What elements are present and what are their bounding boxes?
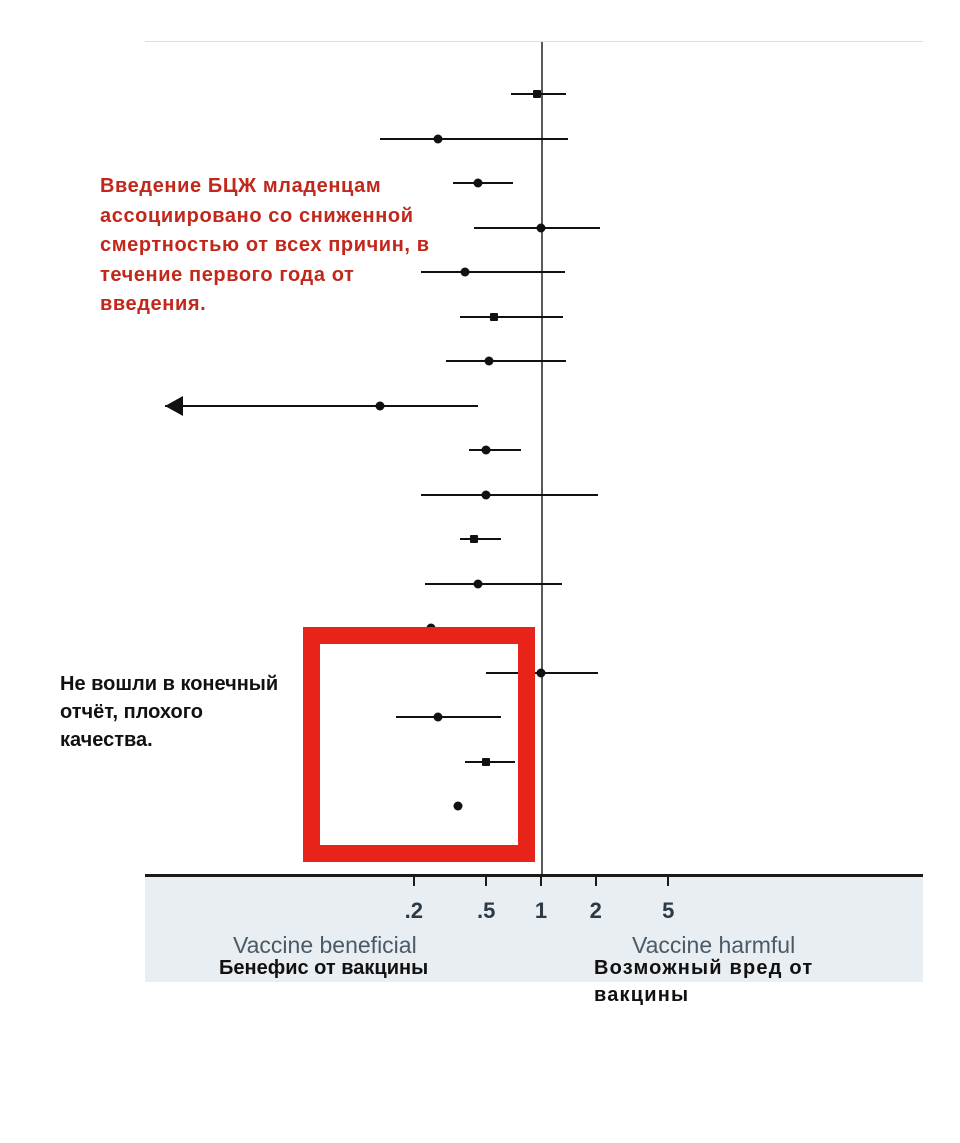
x-axis-tick (485, 877, 487, 886)
effect-estimate-marker (375, 401, 384, 410)
effect-estimate-marker (473, 579, 482, 588)
effect-estimate-marker (485, 357, 494, 366)
confidence-interval-line (380, 138, 568, 140)
effect-estimate-marker (482, 446, 491, 455)
effect-estimate-marker (460, 268, 469, 277)
effect-estimate-marker (533, 90, 541, 98)
x-axis-tick-label: .2 (404, 898, 423, 923)
confidence-interval-line (165, 405, 478, 407)
annotation-excluded-studies: Не вошли в конечный отчёт, плохого качества. (60, 673, 279, 751)
x-axis-tick-label: 2 (589, 898, 602, 923)
annotation-conclusion: Введение БЦЖ младенцам ассоциировано со сниженной смертностью от всех причин, в течение первого года от введения. (100, 175, 430, 316)
confidence-interval-line (446, 360, 567, 362)
x-axis-tick (413, 877, 415, 886)
axis-caption-right-ru: Возможный вред от вакцины (594, 957, 814, 1006)
plot-top-rule (145, 41, 923, 42)
x-axis-tick-label: 1 (534, 898, 548, 923)
x-axis-tick (595, 877, 597, 886)
x-axis-line (145, 874, 923, 877)
effect-estimate-marker (482, 490, 491, 499)
confidence-interval-line (469, 449, 522, 451)
effect-estimate-marker (433, 134, 442, 143)
confidence-interval-line (425, 583, 562, 585)
x-axis-tick-label: .5 (477, 898, 496, 923)
confidence-interval-line (453, 182, 512, 184)
x-axis-tick (540, 877, 542, 886)
x-axis-tick (667, 877, 669, 886)
effect-estimate-marker (470, 535, 478, 543)
effect-estimate-marker (537, 668, 546, 677)
effect-estimate-marker (537, 223, 546, 232)
axis-caption-left-en: Vaccine beneficial (233, 932, 417, 958)
effect-estimate-marker (473, 179, 482, 188)
null-effect-line (541, 42, 543, 877)
effect-estimate-marker (490, 313, 498, 321)
x-axis-tick-label: 5 (662, 898, 675, 923)
excluded-studies-highlight-box (303, 627, 535, 862)
axis-caption-left-ru: Бенефис от вакцины (219, 957, 429, 979)
confidence-interval-line (460, 538, 500, 540)
confidence-interval-line (421, 494, 597, 496)
axis-caption-right-en: Vaccine harmful (632, 932, 796, 958)
ci-lower-bound-arrow-icon (165, 396, 183, 416)
confidence-interval-line (460, 316, 563, 318)
